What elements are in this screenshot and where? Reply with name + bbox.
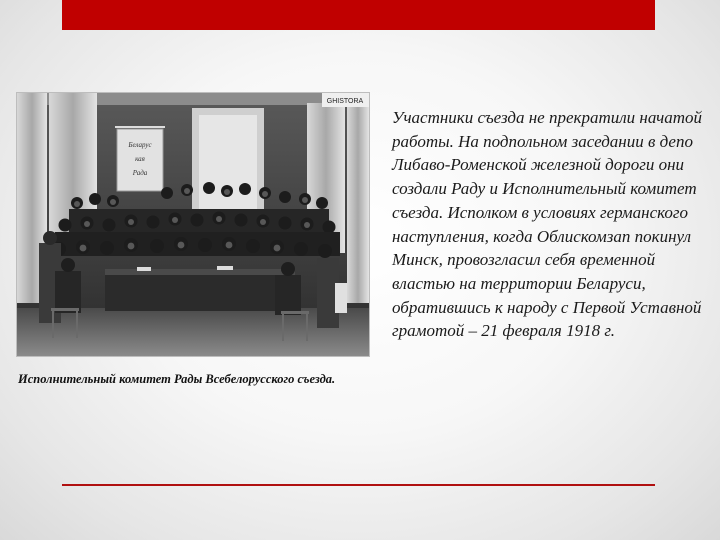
svg-text:Беларус: Беларус — [128, 141, 152, 149]
main-paragraph: Участники съезда не прекратили начатой работы. На подпольном заседании в депо Либаво-Роменской железной дороги они создали Раду и Исполнительный комитет съезда. Исполком в условиях германского наступления, когда Облискомзап покинул Минск, провозгласил себя временной властью на территории Беларуси, обратившись к народу с Первой Уставной грамотой – 21 февраля 1918 г. — [392, 108, 702, 341]
top-accent-bar — [62, 0, 655, 30]
historical-group-photo — [16, 92, 370, 357]
svg-text:Рада: Рада — [132, 169, 148, 177]
photo-sign-text: GHISTORA — [326, 98, 364, 105]
bottom-divider-line — [62, 484, 655, 486]
svg-text:кая: кая — [135, 155, 145, 163]
photo-caption: Исполнительный комитет Рады Всебелорусского съезда. — [18, 372, 336, 386]
